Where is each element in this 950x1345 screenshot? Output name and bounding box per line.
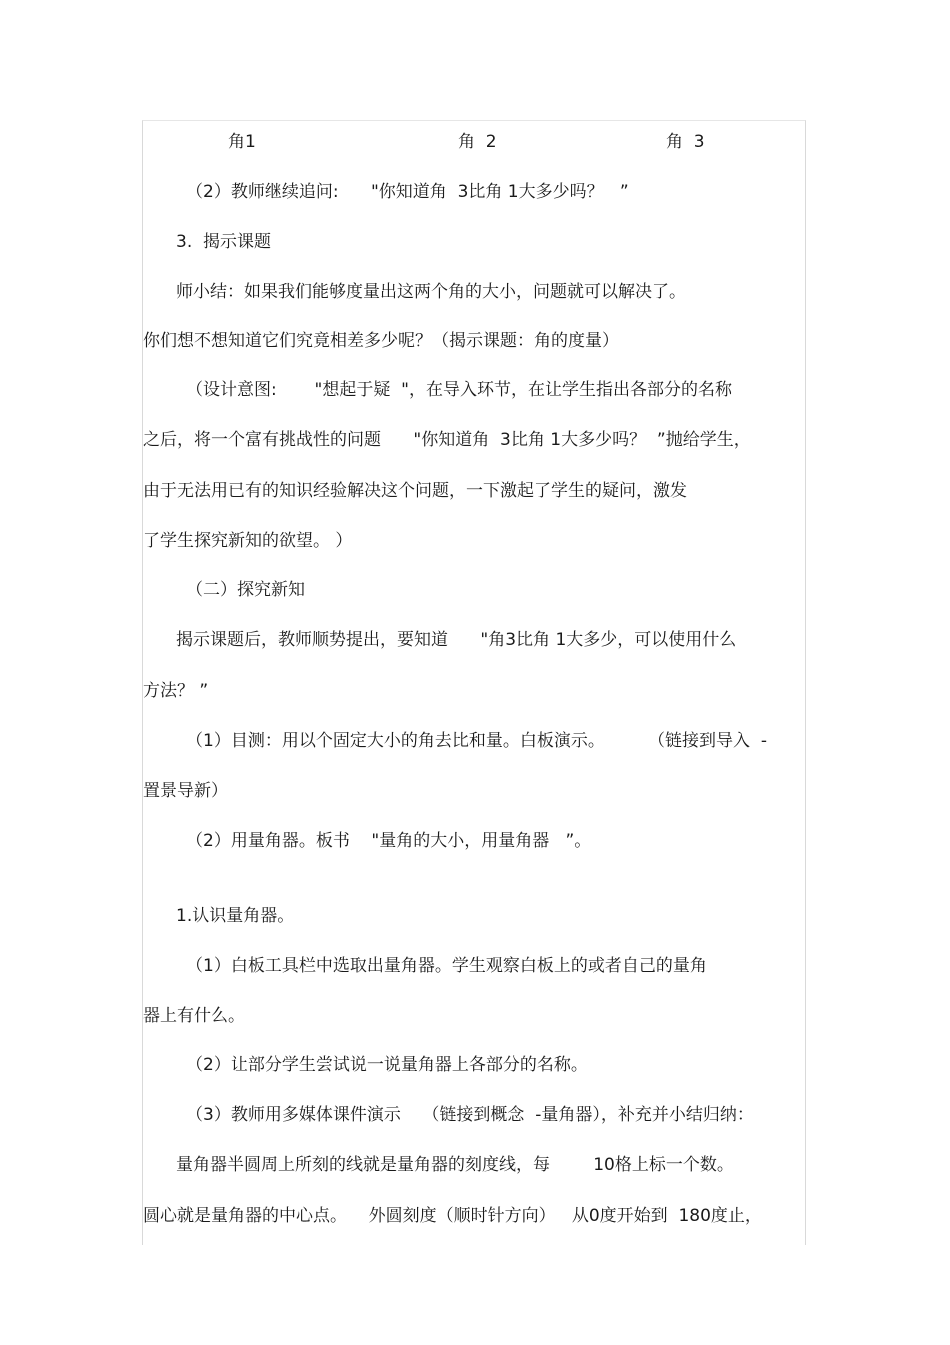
paragraph-explore-1: 揭示课题后，教师顺势提出，要知道 "角3比角 1大多少，可以使用什么: [176, 630, 737, 650]
paragraph-design-intent-3: 由于无法用已有的知识经验解决这个问题，一下激起了学生的疑问，激发: [143, 481, 687, 501]
paragraph-design-intent-4: 了学生探究新知的欲望。 ）: [143, 531, 353, 551]
paragraph-use-protractor: （2）用量角器。板书 "量角的大小，用量角器 ”。: [186, 831, 592, 851]
angle-label-2: 角 2: [458, 132, 497, 152]
paragraph-topic-reveal: 你们想不想知道它们究竟相差多少呢？（揭示课题：角的度量）: [143, 331, 619, 351]
angle-label-1: 角1: [228, 132, 256, 152]
paragraph-visual-estimate-2: 置景导新）: [143, 781, 228, 801]
paragraph-students-name-parts: （2）让部分学生尝试说一说量角器上各部分的名称。: [186, 1055, 588, 1075]
paragraph-whiteboard-1: （1）白板工具栏中选取出量角器。学生观察白板上的或者自己的量角: [186, 956, 707, 976]
paragraph-design-intent-2: 之后，将一个富有挑战性的问题 "你知道角 3比角 1大多少吗？ ”抛给学生，: [143, 430, 751, 450]
paragraph-teacher-question: （2）教师继续追问: "你知道角 3比角 1大多少吗？ ”: [186, 182, 629, 202]
paragraph-design-intent-1: （设计意图: "想起于疑 "，在导入环节，在让学生指出各部分的名称: [186, 380, 732, 400]
section-heading-explore: （二）探究新知: [186, 580, 305, 600]
paragraph-teacher-summary: 师小结：如果我们能够度量出这两个角的大小，问题就可以解决了。: [176, 282, 686, 302]
paragraph-visual-estimate-1: （1）目测：用以个固定大小的角去比和量。白板演示。 （链接到导入 -: [186, 731, 767, 751]
paragraph-center-point: 圆心就是量角器的中心点。 外圆刻度（顺时针方向） 从0度开始到 180度止，: [143, 1206, 762, 1226]
section-heading-know-protractor: 1.认识量角器。: [176, 906, 295, 926]
angle-label-3: 角 3: [666, 132, 705, 152]
paragraph-explore-2: 方法？ ”: [143, 681, 209, 701]
paragraph-multimedia-demo: （3）教师用多媒体课件演示 （链接到概念 -量角器），补充并小结归纳：: [186, 1105, 754, 1125]
paragraph-scale-lines: 量角器半圆周上所刻的线就是量角器的刻度线，每 10格上标一个数。: [176, 1155, 734, 1175]
section-heading-reveal-topic: 3. 揭示课题: [176, 232, 272, 252]
paragraph-whiteboard-2: 器上有什么。: [143, 1006, 245, 1026]
